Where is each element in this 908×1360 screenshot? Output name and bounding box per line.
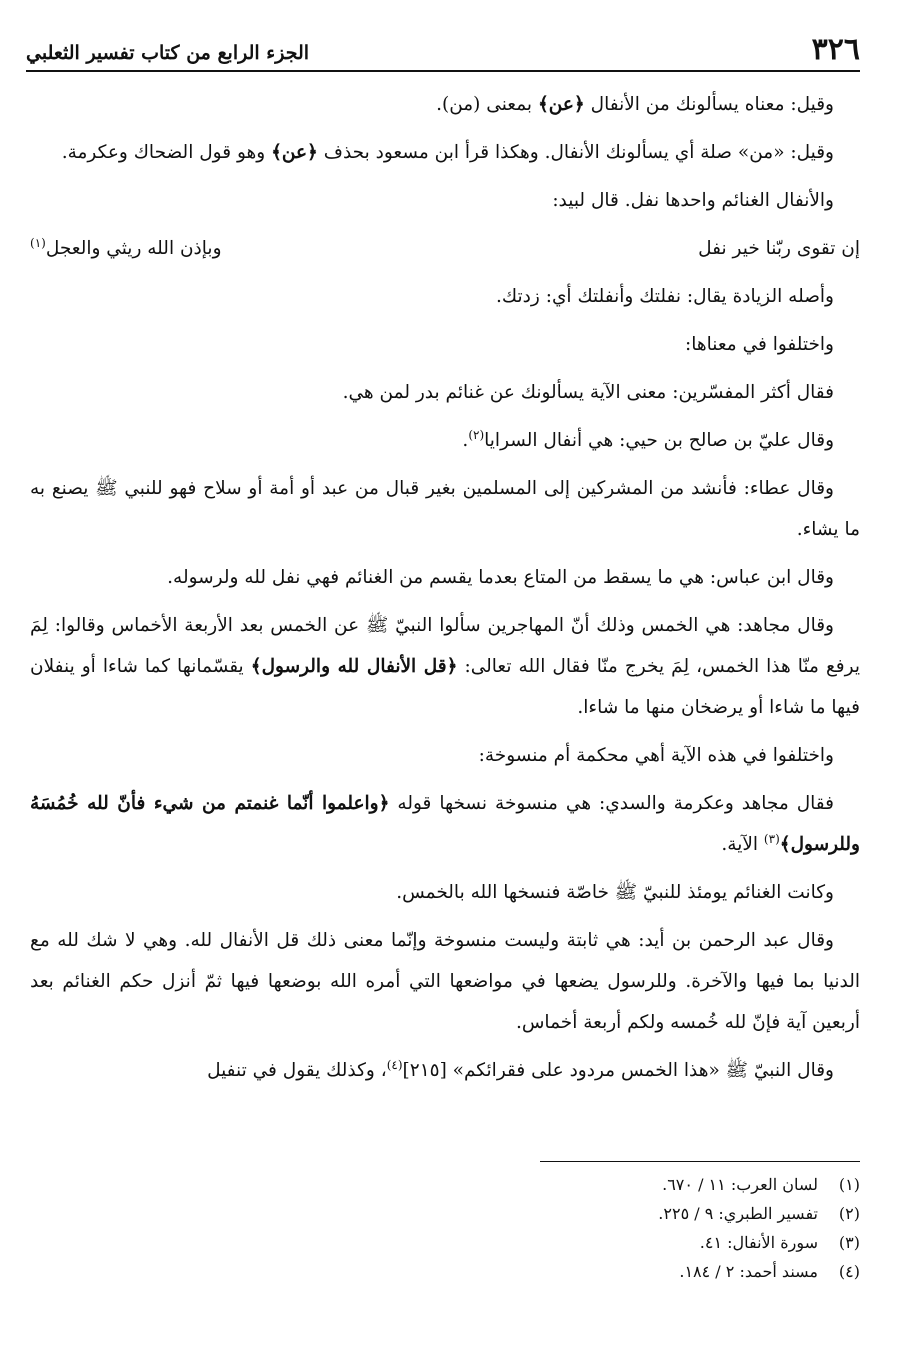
paragraph: وقال النبيّ ﷺ «هذا الخمس مردود على فقرائكم» [٢١٥]$^{(٤)}$، وكذلك يقول في تنفيل [207, 1057, 834, 1081]
paragraph: وقال مجاهد: هي الخمس وذلك أنّ المهاجرين سألوا النبيّ ﷺ عن الخمس بعد الأربعة الأخماس وقالوا: لِمَ يرفع منّا هذا الخمس، لِمَ يخرج منّا فقال الله تعالى: ﴿قل الأنفال لله والرسول﴾ يقسّمانها كما شاءا أو ينفلان فيها ما شاءا أو يرضخان منها ما شاءا. [30, 615, 860, 718]
running-title: الجزء الرابع من كتاب تفسير الثعلبي [26, 42, 310, 64]
poem-hemistich-first: إن تقوى ربّنا خير نفل [698, 238, 860, 259]
footnote-text: لسان العرب: ١١ / ٦٧٠. [662, 1175, 818, 1194]
main-text [30, 84, 860, 1098]
footnote-ref: (٤) [386, 1057, 403, 1072]
footnote-ref: (٣) [763, 831, 780, 846]
paragraph: وقيل: «من» صلة أي يسألونك الأنفال. وهكذا قرأ ابن مسعود بحذف ﴿عن﴾ وهو قول الضحاك وعكرمة. [61, 142, 834, 163]
footnote [300, 1257, 860, 1286]
footnote [300, 1170, 860, 1199]
footnote-ref: (٢) [468, 427, 485, 442]
paragraph: وأصله الزيادة يقال: نفلتك وأنفلتك أي: زدتك. [496, 286, 834, 307]
quran-quote: ﴿عن﴾ [271, 142, 318, 163]
footnote-text: سورة الأنفال: ٤١. [699, 1233, 818, 1252]
paragraph: وقال ابن عباس: هي ما يسقط من المتاع بعدما يقسم من الغنائم فهي نفل لله ولرسوله. [167, 567, 834, 588]
paragraph: وقال عليّ بن صالح بن حيي: هي أنفال السرايا$^{(٢)}$. [462, 427, 834, 451]
paragraph: واختلفوا في هذه الآية أهي محكمة أم منسوخة: [478, 745, 834, 766]
footnote [300, 1199, 860, 1228]
footnote-number: (٢) [838, 1204, 860, 1223]
poem-hemistich-second: وبإذن الله ريثي والعجل$^{(١)}$ [30, 235, 222, 259]
footnote-text: مسند أحمد: ٢ / ١٨٤. [679, 1262, 818, 1281]
paragraph: وقال عبد الرحمن بن أيد: هي ثابتة وليست منسوخة وإنّما معنى ذلك قل الأنفال لله. وهي لا شك لله مع الدنيا بما فيها والآخرة. وللرسول يضعها في مواضعها التي أمره الله بوضعها فيها ثمّ أنزل حكم الغنائم بعد أربعين آية فإنّ لله خُمسه ولكم أربعة أخماس. [30, 930, 860, 1033]
paragraph: والأنفال الغنائم واحدها نفل. قال لبيد: [552, 190, 834, 211]
footnote-text: تفسير الطبري: ٩ / ٢٢٥. [658, 1204, 818, 1223]
footnote-number: (٣) [838, 1233, 860, 1252]
quran-quote: ﴿قل الأنفال لله والرسول﴾ [250, 656, 458, 677]
paragraph: وكانت الغنائم يومئذ للنبيّ ﷺ خاصّة فنسخها الله بالخمس. [396, 882, 834, 903]
footnote-number: (١) [838, 1175, 860, 1194]
paragraph: وقال عطاء: فأنشد من المشركين إلى المسلمين بغير قبال من عبد أو أمة أو سلاح فهو للنبي ﷺ يصنع به ما يشاء. [30, 478, 860, 540]
footnote-ref: (١) [30, 235, 46, 250]
paragraph: واختلفوا في معناها: [685, 334, 834, 355]
page-header [26, 26, 860, 72]
paragraph: فقال أكثر المفسّرين: معنى الآية يسألونك عن غنائم بدر لمن هي. [342, 382, 834, 403]
quran-quote: ﴿واعلموا أنّما غنمتم من شيء فأنّ لله خُمُسَهُ وللرسول﴾ [30, 793, 860, 855]
footnote-divider [540, 1161, 860, 1162]
paragraph: وقيل: معناه يسألونك من الأنفال ﴿عن﴾ بمعنى (من). [436, 94, 834, 115]
footnote [300, 1228, 860, 1257]
footnotes [300, 1170, 860, 1286]
paragraph: فقال مجاهد وعكرمة والسدي: هي منسوخة نسخها قوله ﴿واعلموا أنّما غنمتم من شيء فأنّ لله خُمُسَهُ وللرسول﴾$^{(٣)}$ الآية. [30, 793, 860, 855]
page-number: ٣٢٦ [811, 32, 860, 67]
footnote-number: (٤) [838, 1262, 860, 1281]
quran-quote: ﴿عن﴾ [537, 94, 585, 115]
poem-verse [30, 228, 860, 269]
